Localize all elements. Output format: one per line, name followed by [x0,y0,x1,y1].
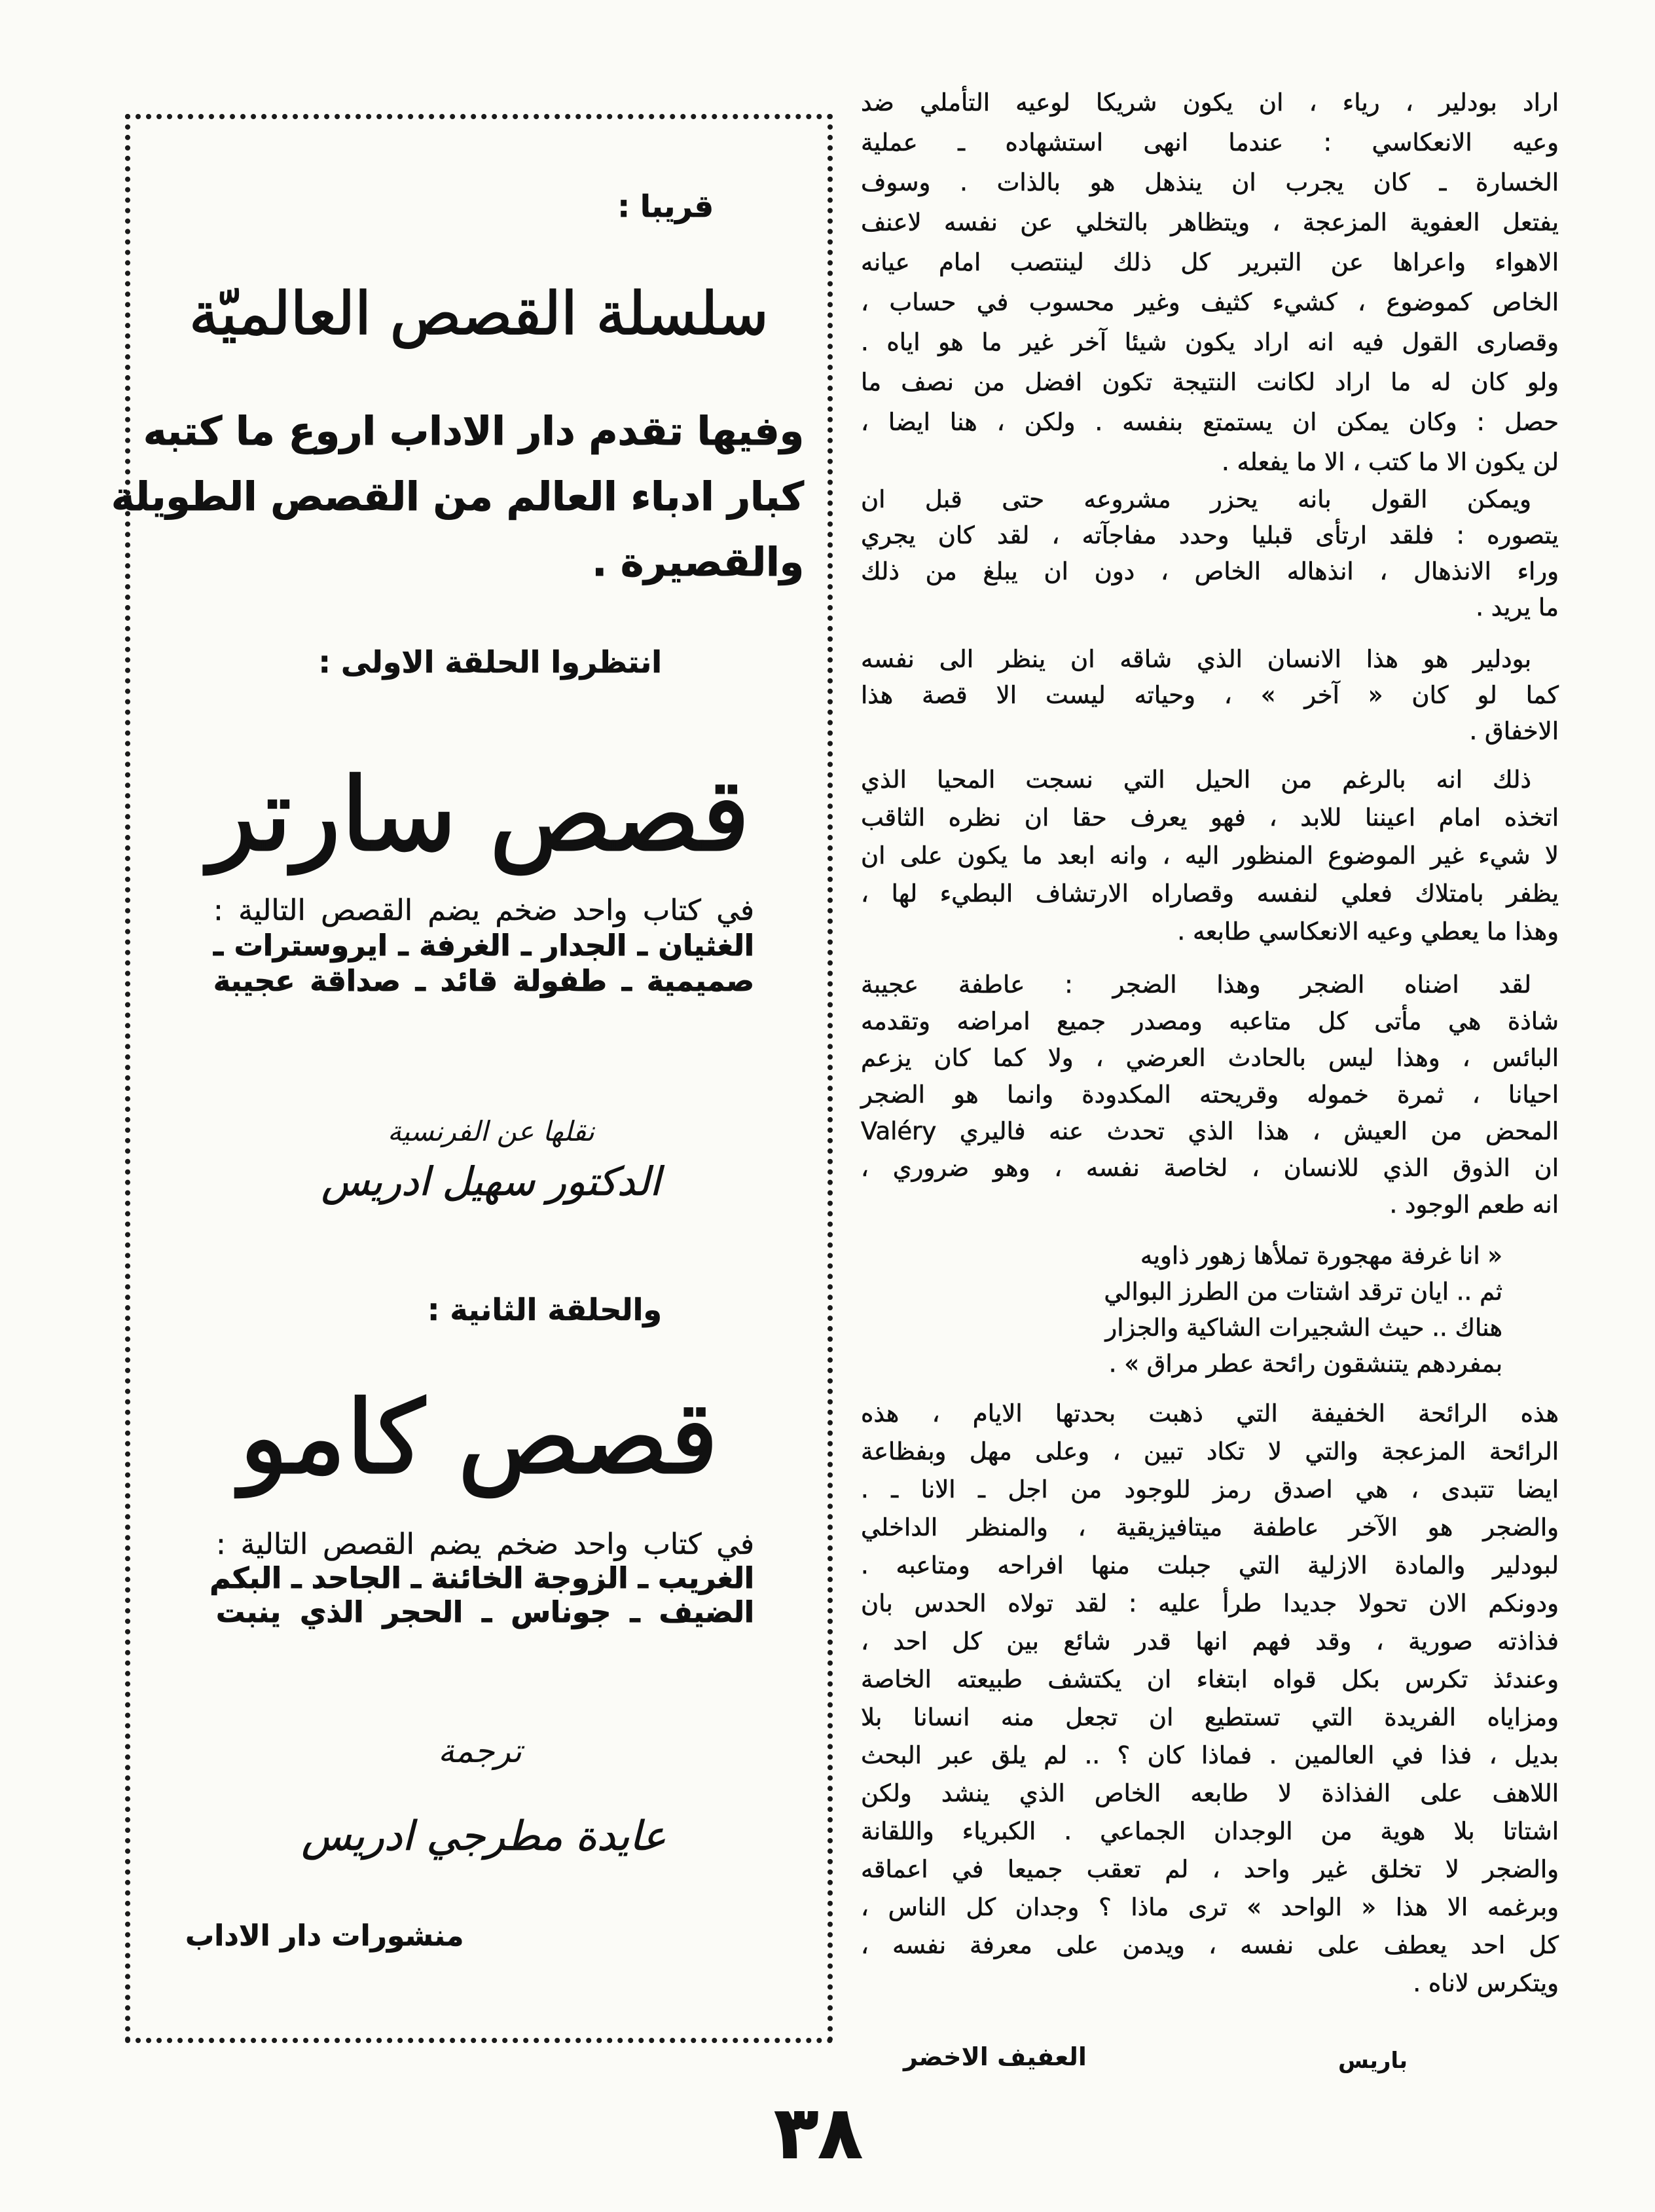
author-name: العفيف الاخضر [903,2042,1087,2071]
contents-intro: في كتاب واحد ضخم يضم القصص التالية : [213,894,754,927]
installment-heading: انتظروا الحلقة الاولى : [318,644,662,680]
article-line: لبودلير والمادة الازلية التي جبلت منها افراحه ومتاعبه . [861,1551,1559,1579]
article-line: لن يكون الا ما كتب ، الا ما يفعله . [1221,448,1559,476]
article-line: فذاذته صورية ، وقد فهم انها قدر شائع بين كل احد ، [861,1627,1559,1655]
article-line: الاهواء واعراها عن التبرير كل ذلك لينتصب امام عيانه [861,248,1559,276]
article-line: يتصوره : فلقد ارتأى قبليا وحدد مفاجآته ، لقد كان يجري [861,521,1559,549]
translation-label: ترجمة [437,1732,522,1770]
dateline-place: باريس [1338,2048,1408,2074]
story-list-line: الغثيان ـ الجدار ـ الغرفة ـ ايروسترات ـ [213,929,754,963]
article-paragraph [861,83,1559,482]
article-line: ويتكرس لاناه . [1413,1969,1559,1997]
book-contents [209,1528,754,1630]
book-title-camus: قصص كامو [239,1378,719,1497]
story-list-line: صميمية ـ طفولة قائد ـ صداقة عجيبة [213,965,754,998]
article-line: والضجر هو الآخر عاطفة ميتافيزيقية ، والمنظر الداخلي [861,1513,1559,1541]
poem-line: « انا غرفة مهجورة تملأها زهور ذاويه [1140,1242,1502,1270]
translator-name: الدكتور سهيل ادريس [321,1159,661,1205]
poem-line: بمفردهم يتنشقون رائحة عطر مراق » . [1108,1350,1502,1378]
article-line: انه طعم الوجود . [1389,1190,1559,1219]
article-line: وقصارى القول فيه انه اراد يكون شيئا آخر غير ما هو اياه . [861,328,1559,356]
article-line: البائس ، وهذا ليس بالحادث العرضي ، ولا كما كان يزعم [861,1044,1559,1072]
page-number: ٣٨ [774,2091,863,2175]
article-line: اللاهف على الفذاذة لا طابعه الخاص الذي ينشد ولكن [861,1779,1559,1807]
article-line: ولو كان له ما اراد لكانت النتيجة تكون افضل من نصف ما [861,368,1559,396]
article-line: الرائحة المزعجة والتي لا تكاد تبين ، وعلى مهل وبفظاعة [861,1437,1559,1465]
article-line: الخاص كموضوع ، كشيء كثيف وغير محسوب في حساب ، [861,288,1559,316]
article-line: وهذا ما يعطي وعيه الانعكاسي طابعه . [1177,917,1559,946]
series-title: سلسلة القصص العالميّة [189,280,769,348]
article-line: اتخذه امام اعيننا للابد ، فهو يعرف حقا ان نظره الثاقب [861,803,1559,832]
article-line: يفتعل العفوية المزعجة ، ويتظاهر بالتخلي عن نفسه لاعنف [861,208,1559,236]
article-line: ذلك انه بالرغم من الحيل التي نسجت المحيا الذي [861,765,1531,794]
article-line: اراد بودلير ، رياء ، ان يكون شريكا لوعيه التأملي ضد [861,88,1559,117]
article-line: لا شيء غير الموضوع المنظور اليه ، وانه ابعد ما يكون على ان [861,841,1559,870]
poem-quotation [861,1238,1559,1382]
story-list [209,1562,754,1630]
book-title-sartre: قصص سارتر [208,756,750,874]
advert-intro-line: كبار ادباء العالم من القصص الطويلة [111,474,804,520]
article-paragraph [861,481,1559,625]
article-line: لقد اضناه الضجر وهذا الضجر : عاطفة عجيبة [861,970,1531,999]
article-line: وراء الانذهال ، انذهاله الخاص ، دون ان يبلغ من ذلك [861,557,1559,585]
article-line: الاخفاق . [1469,717,1559,745]
article-line: بديل ، فذا في العالمين . فماذا كان ؟ .. لم يلق عبر البحث [861,1741,1559,1769]
article-paragraph [861,641,1559,749]
article-line: اشتاتا بلا هوية من الوجدان الجماعي . الكبرياء واللقانة [861,1817,1559,1845]
contents-intro: في كتاب واحد ضخم يضم القصص التالية : [216,1528,754,1561]
article-line: ان الذوق الذي للانسان ، لخاصة نفسه ، وهو ضروري ، [861,1154,1559,1182]
translation-note: نقلها عن الفرنسية [388,1115,594,1147]
article-line: كما لو كان « آخر » ، وحياته ليست الا قصة هذا [861,681,1559,709]
article-line: الخسارة ـ كان يجرب ان ينذهل هو بالذات . وسوف [861,168,1559,196]
coming-soon-label: قريبا : [617,189,714,224]
article-line: شاذة هي مأتى كل متاعبه ومصدر جميع امراضه وتقدمه [861,1007,1559,1035]
story-list-line: الغريب ـ الزوجة الخائنة ـ الجاحد ـ البكم [209,1562,754,1595]
advert-intro-line: والقصيرة . [592,540,804,585]
advert-intro [111,399,804,595]
book-contents [213,893,754,999]
article-line: احيانا ، ثمرة خموله وقريحته المكدودة وانما هو الضجر [861,1080,1559,1109]
advert-intro-line: وفيها تقدم دار الاداب اروع ما كتبه [143,409,804,454]
story-list-line: الضيف ـ جوناس ـ الحجر الذي ينبت [216,1596,754,1629]
article-line: هذه الرائحة الخفيفة التي ذهبت بحدتها الايام ، هذه [861,1399,1559,1428]
article-line: والضجر لا تخلق غير واحد ، لم تعقب جميعا في اعماقه [861,1855,1559,1883]
publisher-name: منشورات دار الاداب [185,1919,464,1953]
article-line: ويمكن القول بانه يحزر مشروعه حتى قبل ان [861,485,1531,513]
article-line: ودونكم الان تحولا جديدا طرأ عليه : لقد تولاه الحدس بان [861,1589,1559,1617]
article-line: وعندئذ تكرس بكل قواه ابتغاء ان يكتشف طبيعته الخاصة [861,1665,1559,1693]
article-line: وبرغمه الا هذا « الواحد » ترى ماذا ؟ وجدان كل الناس ، [861,1893,1559,1921]
article-line: بودلير هو هذا الانسان الذي شاقه ان ينظر الى نفسه [861,645,1531,673]
article-line: كل احد يعطف على نفسه ، ويدمن على معرفة نفسه ، [861,1931,1559,1959]
article-line: المحض من العيش ، هذا الذي تحدث عنه فاليري Valéry [861,1117,1559,1145]
article-line: يظفر بامتلاك فعلي لنفسه وقصاراه الارتشاف البطيء لها ، [861,879,1559,908]
article-line: حصل : وكان يمكن ان يستمتع بنفسه . ولكن ، هنا ايضا ، [861,408,1559,436]
article-line: ما يريد . [1476,593,1559,621]
article-line: ايضا تتبدى ، هي اصدق رمز للوجود من اجل ـ الانا ـ . [861,1475,1559,1503]
article-paragraph [861,967,1559,1223]
poem-line: هناك .. حيث الشجيرات الشاكية والجزار [1105,1314,1502,1342]
poem-line: ثم .. ايان ترقد اشتات من الطرز البوالي [1104,1278,1502,1306]
article-line: وعيه الانعكاسي : عندما انهى استشهاده ـ عملية [861,128,1559,157]
article-paragraph [861,1395,1559,2002]
translator-name: عايدة مطرجي ادريس [301,1812,666,1860]
article-line: ومزاياه الفريدة التي تستطيع ان تجعل منه انسانا بلا [861,1703,1559,1731]
installment-heading: والحلقة الثانية : [427,1292,662,1327]
article-paragraph [861,761,1559,951]
story-list [213,929,754,999]
